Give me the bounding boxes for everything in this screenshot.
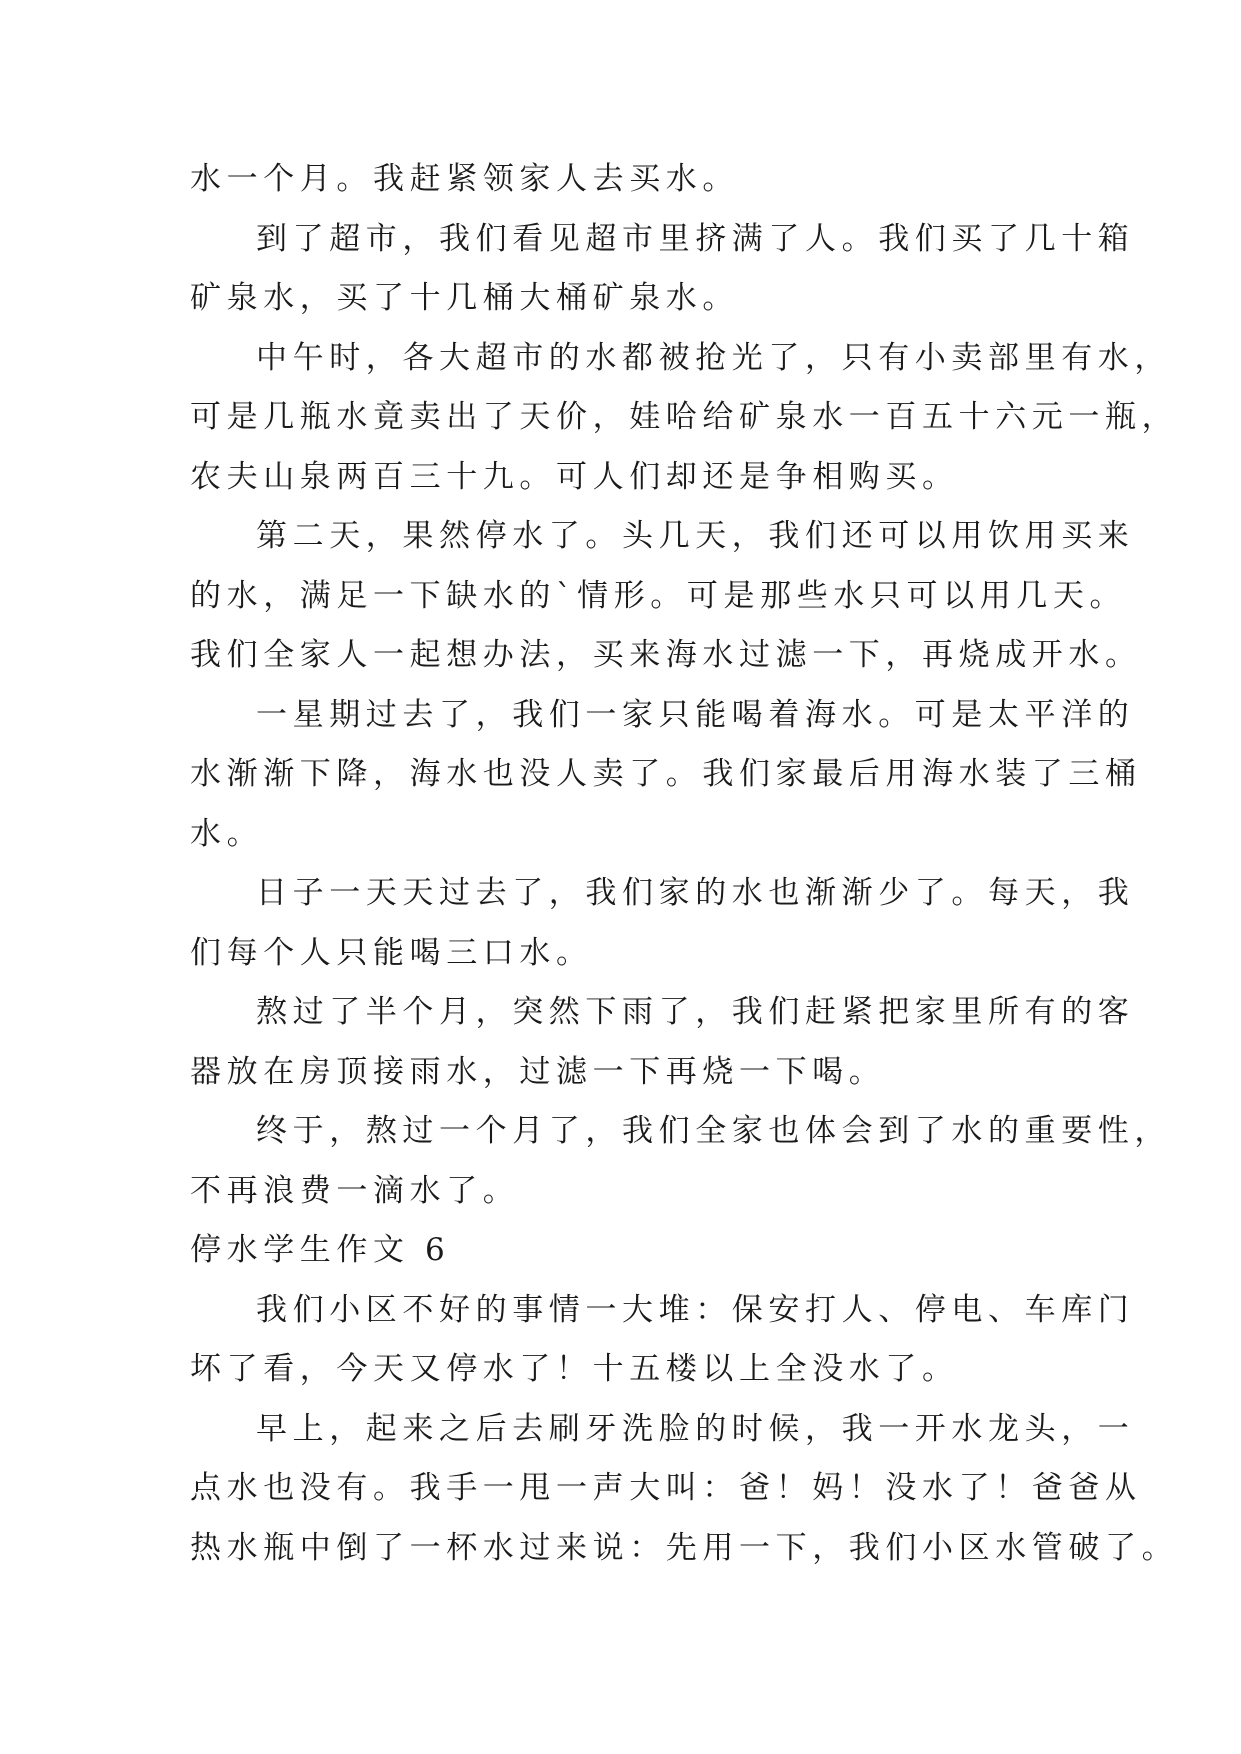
text-line: 水渐渐下降，海水也没人卖了。我们家最后用海水装了三桶 bbox=[190, 756, 1142, 792]
text-line: 水。 bbox=[190, 815, 264, 852]
text-line: 我们全家人一起想办法，买来海水过滤一下，再烧成开水。 bbox=[190, 637, 1142, 673]
paragraph-start: 一星期过去了，我们一家只能喝着海水。可是太平洋的 bbox=[256, 696, 1135, 733]
text-line: 矿泉水，买了十几桶大桶矿泉水。 bbox=[190, 280, 739, 316]
text-line: 农夫山泉两百三十九。可人们却还是争相购买。 bbox=[190, 458, 959, 495]
text-line: 坏了看，今天又停水了！十五楼以上全没水了。 bbox=[190, 1351, 959, 1387]
text-line: 水一个月。我赶紧领家人去买水。 bbox=[190, 161, 739, 197]
document-body bbox=[190, 150, 1179, 1578]
text-line: 器放在房顶接雨水，过滤一下再烧一下喝。 bbox=[190, 1053, 886, 1090]
paragraph-start: 第二天，果然停水了。头几天，我们还可以用饮用买来 bbox=[256, 518, 1135, 554]
paragraph-start: 我们小区不好的事情一大堆：保安打人、停电、车库门 bbox=[256, 1291, 1135, 1328]
text-line: 可是几瓶水竟卖出了天价，娃哈给矿泉水一百五十六元一瓶， bbox=[190, 399, 1179, 435]
text-line: 的水，满足一下缺水的`情形。可是那些水只可以用几天。 bbox=[190, 577, 1127, 614]
text-line: 热水瓶中倒了一杯水过来说：先用一下，我们小区水管破了。 bbox=[190, 1529, 1179, 1566]
paragraph-start: 中午时，各大超市的水都被抢光了，只有小卖部里有水， bbox=[256, 339, 1171, 376]
text-line: 点水也没有。我手一甩一声大叫：爸！妈！没水了！爸爸从 bbox=[190, 1470, 1142, 1506]
paragraph-start: 到了超市，我们看见超市里挤满了人。我们买了几十箱 bbox=[256, 220, 1135, 257]
paragraph-start: 日子一天天过去了，我们家的水也渐渐少了。每天，我 bbox=[256, 875, 1135, 911]
paragraph-start: 终于，熬过一个月了，我们全家也体会到了水的重要性， bbox=[256, 1113, 1171, 1149]
paragraph-start: 早上，起来之后去刷牙洗脸的时候，我一开水龙头，一 bbox=[256, 1410, 1135, 1447]
section-heading: 停水学生作文 6 bbox=[190, 1232, 451, 1268]
text-line: 不再浪费一滴水了。 bbox=[190, 1172, 520, 1209]
text-line: 们每个人只能喝三口水。 bbox=[190, 934, 593, 971]
paragraph-start: 熬过了半个月，突然下雨了，我们赶紧把家里所有的客 bbox=[256, 994, 1135, 1030]
